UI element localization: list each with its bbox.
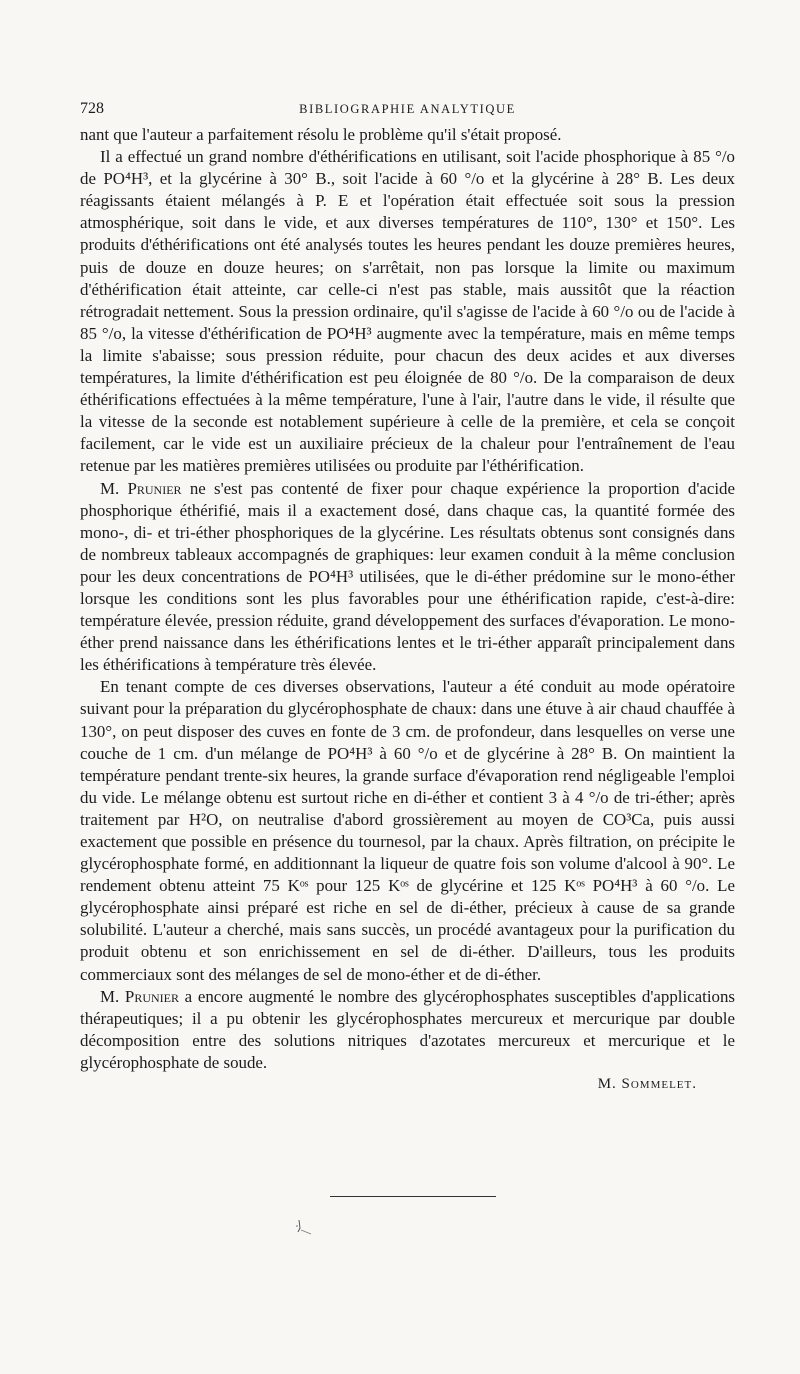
running-title: BIBLIOGRAPHIE ANALYTIQUE — [299, 102, 516, 116]
paragraph-text: ne s'est pas contenté de fixer pour chaque expérience la proportion d'acide phosphorique éthérifié, mais il a exactement dosé, dans chaque cas, la quantité formée des mono-, di- et tri-éther phosphoriques de la glycérine. Les résultats obtenus sont consignés dans de nombreux tableaux accompagnés de graphiques: leur examen conduit à la même conclusion pour les deux concentrations de PO⁴H³ utilisées, que le di-éther prédomine sur le mono-éther lorsque les conditions sont les plus favorables pour une éthérification rapide, c'est-à-dire: température élevée, pression réduite, grand développement des surfaces d'évaporation. Le mono-éther prend naissance dans les éthérifications lentes et le tri-éther apparaît principalement dans les éthérifications à température très élevée. — [80, 478, 735, 675]
section-divider — [330, 1196, 496, 1197]
page-number: 728 — [80, 100, 104, 117]
paragraph-procedure: En tenant compte de ces diverses observations, l'auteur a été conduit au mode opératoire suivant pour la préparation du glycérophosphate de chaux: dans une étuve à air chaud chauffée à 130°, on peut disposer des cuves en fonte de 3 cm. de profondeur, dans lesquelles on verse une couche de 1 cm. d'un mélange de PO⁴H³ à 60 °/o et de glycérine à 28° B. On maintient la température pendant trente-six heures, la grande surface d'évaporation rend négligeable l'emploi du vide. Le mélange obtenu est surtout riche en di-éther et contient 3 à 4 °/o de tri-éther; après traitement par H²O, on neutralise d'abord grossièrement au moyen de CO³Ca, puis aussi exactement que possible en présence du tournesol, par la chaux. Après filtration, on précipite le glycérophosphate formé, en additionnant la liqueur de quatre fois son volume d'alcool à 90°. Le rendement obtenu atteint 75 Kᵒˢ pour 125 Kᵒˢ de glycérine et 125 Kᵒˢ PO⁴H³ à 60 °/o. Le glycérophosphate ainsi préparé est riche en sel de di-éther, précieux à cause de sa grande solubilité. L'auteur a cherché, mais sans succès, un procédé avantageux pour la purification du produit obtenu et son enrichissement en sel de di-éther. D'ailleurs, tous les produits commerciaux sont des mélanges de sel de mono-éther et de di-éther. — [80, 677, 735, 984]
page-header — [80, 100, 735, 124]
author-name: M. Prunier — [100, 478, 182, 498]
paragraph-mercury-salts — [80, 986, 735, 1074]
paragraph-results — [80, 478, 735, 677]
paragraph-etherification: Il a effectué un grand nombre d'éthérifications en utilisant, soit l'acide phosphorique à 85 °/o de PO⁴H³, et la glycérine à 30° B., soit l'acide à 60 °/o et la glycérine à 28° B. Les deux réagissants étaient mélangés à P. E et l'opération était effectuée soit sous la pression atmosphérique, soit dans le vide, et aux diverses températures de 110°, 130° et 150°. Les produits d'éthérifications ont été analysés toutes les heures pendant les douze premières heures, puis de douze en douze heures; on s'arrêtait, non pas lorsque la limite ou maximum d'éthérification était atteinte, car celle-ci n'est pas stable, mais aussitôt que la réaction rétrogradait nettement. Sous la pression ordinaire, qu'il s'agisse de l'acide à 60 °/o ou de l'acide à 85 °/o, la vitesse d'éthérification de PO⁴H³ augmente avec la température, mais en même temps la limite s'abaisse; sous pression réduite, pour chacun des deux acides et aux diverses températures, la limite d'éthérification est peu éloignée de 80 °/o. De la comparaison de deux éthérifications effectuées à la même température, l'une à l'air, l'autre dans le vide, il résulte que la vitesse de la seconde est notablement supérieure à celle de la première, et cela se conçoit facilement, car le vide est un auxiliaire précieux de la chaleur pour l'entraînement de l'eau retenue par les matières premières utilisées ou produite par l'éthérification. — [80, 147, 735, 476]
paragraph-continuation: nant que l'auteur a parfaitement résolu le problème qu'il s'était proposé. — [80, 125, 562, 144]
signature: M. Sommelet. — [597, 1076, 697, 1093]
ink-specks — [285, 1218, 325, 1242]
article-body — [80, 124, 735, 1094]
paragraph-text: a encore augmenté le nombre des glycérophosphates susceptibles d'applications thérapeutiques; il a pu obtenir les glycérophosphates mercureux et mercurique par double décomposition entre des solutions nitriques d'azotates mercureux et mercurique et le glycérophosphate de soude. — [80, 986, 735, 1072]
author-name: M. Prunier — [100, 986, 179, 1006]
